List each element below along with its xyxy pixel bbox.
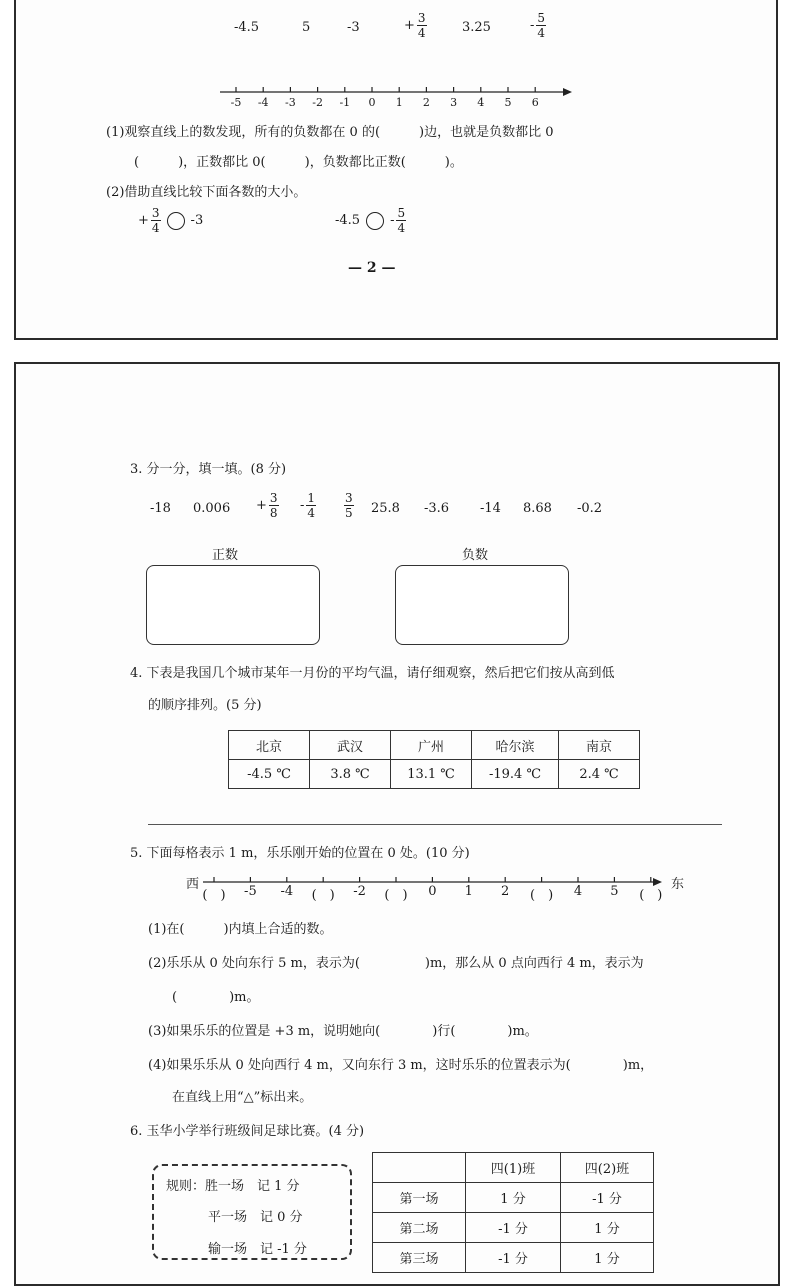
positive-box-label: 正数 [212,548,239,563]
number-item: -0.2 [577,501,603,516]
temperature-table [228,730,640,789]
question-4-line-1: 4. 下表是我国几个城市某年一月份的平均气温，请仔细观察，然后把它们按从高到低 [130,666,615,681]
compare-circle[interactable] [167,212,185,230]
header-cell: 四(1)班 [466,1153,561,1183]
axis-tick-label: 1 [464,884,473,899]
score-table [372,1152,654,1273]
axis-tick-label: -4 [257,96,269,109]
axis-tick-label: -2 [312,96,323,109]
fraction: + $\frac{3}{8}$ [256,491,278,520]
temp-cell: 2.4 ℃ [559,760,640,789]
q5-sub-1: (1)在( )内填上合适的数。 [148,922,333,937]
table-row [373,1183,654,1213]
axis-tick-label: -1 [339,96,351,109]
q5-sub-3: (3)如果乐乐的位置是 +3 m，说明她向( )行( )m。 [148,1024,538,1039]
question-6-title: 6. 玉华小学举行班级间足球比赛。(4 分) [130,1124,365,1139]
number-item: -14 [480,501,501,516]
axis-tick-label: -2 [353,884,366,899]
temp-cell: -4.5 ℃ [229,760,310,789]
score-cell: -1 分 [466,1243,561,1273]
rule-win: 规则：胜一场 记 1 分 [166,1179,300,1194]
table-row [229,731,640,760]
compare-item-2: -4.5 - $\frac{5}{4}$ [335,206,406,235]
city-cell: 广州 [391,731,472,760]
axis-tick-label: 2 [501,884,510,899]
axis-tick-label: 0 [368,96,376,109]
axis-tick-label: 4 [477,96,485,109]
page-number: — 2 — [348,260,396,276]
game-cell: 第三场 [373,1243,466,1273]
city-cell: 南京 [559,731,640,760]
game-cell: 第二场 [373,1213,466,1243]
compare-circle[interactable] [366,212,384,230]
number-item: 5 [302,20,311,35]
compare-item-1: + $\frac{3}{4}$ -3 [138,206,204,235]
rule-draw: 平一场 记 0 分 [208,1210,303,1225]
axis-tick-label: 4 [573,884,583,899]
city-cell: 北京 [229,731,310,760]
question-3-title: 3. 分一分，填一填。(8 分) [130,462,287,477]
q5-sub-4b: 在直线上用“△”标出来。 [172,1090,313,1105]
negative-box-label: 负数 [462,548,489,563]
number-item: -18 [150,501,171,516]
temp-cell: -19.4 ℃ [472,760,559,789]
number-item: 0.006 [193,501,231,516]
axis-tick-label[interactable]: ( ) [639,888,663,903]
score-cell: 1 分 [466,1183,561,1213]
east-label: 东 [671,877,685,892]
score-cell: 1 分 [561,1213,654,1243]
axis-tick-label: 5 [610,884,619,899]
header-cell [373,1153,466,1183]
positive-answer-box[interactable] [146,565,320,645]
negative-answer-box[interactable] [395,565,569,645]
axis-tick-label[interactable]: ( ) [202,888,226,903]
fraction: - $\frac{1}{4}$ [300,491,316,520]
axis-tick-label[interactable]: ( ) [530,888,554,903]
question-2-text: (2)借助直线比较下面各数的大小。 [106,185,307,200]
score-cell: -1 分 [466,1213,561,1243]
axis-tick-label: 1 [395,96,403,109]
number-item: -4.5 [234,20,260,35]
axis-tick-label: 2 [422,96,430,109]
question-1-line-1: (1)观察直线上的数发现，所有的负数都在 0 的( )边，也就是负数都比 0 [106,125,554,140]
score-cell: -1 分 [561,1183,654,1213]
fraction: - $\frac{5}{4}$ [530,11,546,40]
question-1-line-2: ( )，正数都比 0( )，负数都比正数( )。 [134,155,463,170]
number-item: -3.6 [424,501,450,516]
city-cell: 武汉 [310,731,391,760]
axis-tick-label: -4 [280,884,294,899]
header-cell: 四(2)班 [561,1153,654,1183]
axis-tick-label[interactable]: ( ) [384,888,408,903]
rule-loss: 输一场 记 -1 分 [208,1242,307,1257]
west-label: 西 [186,877,200,892]
question-5-title: 5. 下面每格表示 1 m，乐乐刚开始的位置在 0 处。(10 分) [130,846,470,861]
temp-cell: 3.8 ℃ [310,760,391,789]
score-cell: 1 分 [561,1243,654,1273]
axis-tick-label: -3 [285,96,296,109]
number-item: 25.8 [371,501,400,516]
city-cell: 哈尔滨 [472,731,559,760]
axis-tick-label: 0 [428,884,437,899]
axis-tick-label: -5 [230,96,242,109]
table-row [373,1243,654,1273]
table-row [373,1213,654,1243]
number-item: 8.68 [523,501,552,516]
fraction: + $\frac{3}{4}$ [404,11,426,40]
axis-tick-label: 3 [450,96,458,109]
temp-cell: 13.1 ℃ [391,760,472,789]
question-4-line-2: 的顺序排列。(5 分) [148,698,262,713]
number-item: -3 [347,20,360,35]
fraction: $\frac{3}{5}$ [345,491,353,520]
q5-sub-2a: (2)乐乐从 0 处向东行 5 m，表示为( )m，那么从 0 点向西行 4 m，表示为 [148,956,644,971]
table-row [373,1153,654,1183]
number-item: 3.25 [462,20,491,35]
game-cell: 第一场 [373,1183,466,1213]
axis-tick-label: 5 [504,96,512,109]
axis-tick-label: 6 [531,96,539,109]
q5-sub-4a: (4)如果乐乐从 0 处向西行 4 m，又向东行 3 m，这时乐乐的位置表示为( )m， [148,1058,654,1073]
divider [148,824,722,825]
axis-tick-label[interactable]: ( ) [311,888,335,903]
q5-sub-2b: ( )m。 [172,990,260,1005]
axis-tick-label: -5 [244,884,257,899]
table-row [229,760,640,789]
